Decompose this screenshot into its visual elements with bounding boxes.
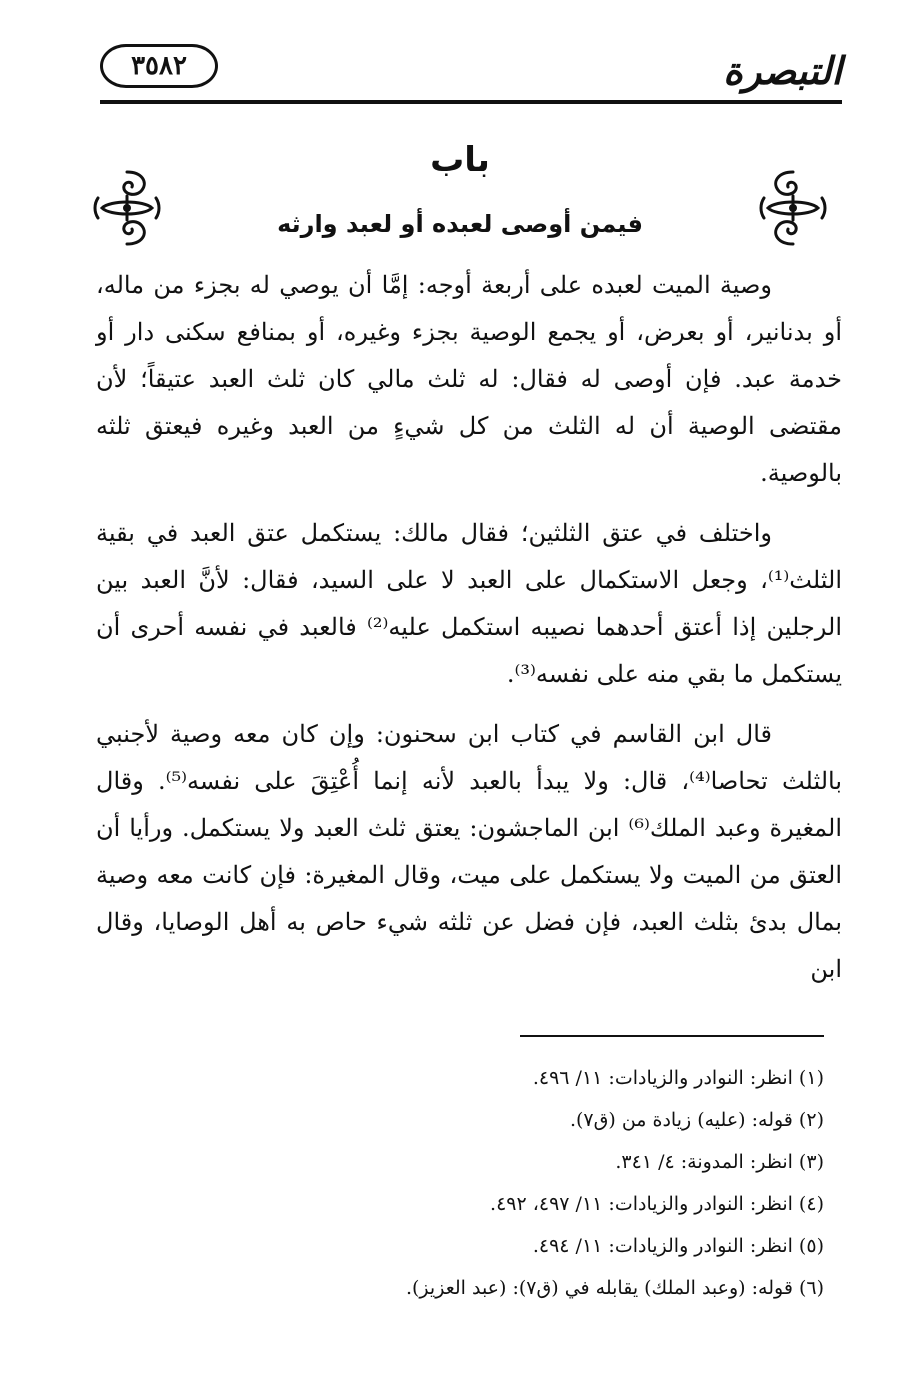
footnote-4: (٤) انظر: النوادر والزيادات: ١١/ ٤٩٧، ٤٩٢. — [490, 1193, 824, 1215]
footnote-1: (١) انظر: النوادر والزيادات: ١١/ ٤٩٦. — [532, 1067, 824, 1089]
paragraph-3: قال ابن القاسم في كتاب ابن سحنون: وإن كان معه وصية لأجنبي بالثلث تحاصا⁽⁴⁾، قال: ولا يبدأ بالعبد لأنه إنما أُعْتِقَ على نفسه⁽⁵⁾. وقال المغيرة وعبد الملك⁽⁶⁾ ابن الماجشون: يعتق ثلث العبد ولا يستكمل. ورأيا أن العتق من الميت ولا يستكمل على ميت، وقال المغيرة: فإن كانت معه وصية بمال بدئ بثلث العبد، فإن فضل عن ثلثه شيء حاص به أهل الوصايا، وقال ابن — [96, 720, 843, 983]
body-text — [96, 262, 842, 993]
paragraph-2: واختلف في عتق الثلثين؛ فقال مالك: يستكمل عتق العبد في بقية الثلث⁽¹⁾، وجعل الاستكمال على العبد لا على السيد، فقال: لأنَّ العبد بين الرجلين إذا أعتق أحدهما نصيبه استكمل عليه⁽²⁾ فالعبد في نفسه أحرى أن يستكمل ما بقي منه على نفسه⁽³⁾. — [96, 519, 843, 688]
chapter-label: باب — [430, 140, 490, 180]
footnotes — [96, 1057, 824, 1309]
footnote-5: (٥) انظر: النوادر والزيادات: ١١/ ٤٩٤. — [532, 1235, 824, 1257]
paragraph-1: وصية الميت لعبده على أربعة أوجه: إمَّا أن يوصي له بجزء من ماله، أو بدنانير، أو بعرض، أو يجمع الوصية بجزء وغيره، أو بمنافع سكنى دار أو خدمة عبد. فإن أوصى له فقال: له ثلث مالي كان ثلث العبد عتيقاً؛ لأن مقتضى الوصية أن له الثلث من كل شيءٍ من العبد وغيره فيعتق ثلثه بالوصية. — [96, 271, 842, 487]
page-number: ٣٥٨٢ — [100, 44, 218, 88]
header-rule — [100, 100, 842, 104]
footnote-separator — [520, 1035, 824, 1037]
running-head — [100, 44, 842, 104]
book-title: التبصرة — [723, 48, 842, 93]
footnote-6: (٦) قوله: (وعبد الملك) يقابله في (ق٧): (عبد العزيز). — [405, 1277, 824, 1299]
chapter-title: فيمن أوصى لعبده أو لعبد وارثه — [277, 210, 643, 238]
footnote-3: (٣) انظر: المدونة: ٤/ ٣٤١. — [615, 1151, 824, 1173]
footnote-2: (٢) قوله: (عليه) زيادة من (ق٧). — [569, 1109, 824, 1131]
